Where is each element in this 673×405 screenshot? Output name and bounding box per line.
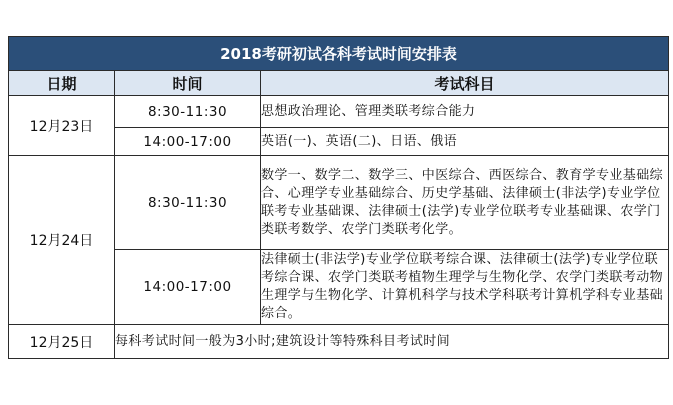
exam-schedule-table xyxy=(8,36,669,359)
time-cell: 8:30-11:30 xyxy=(115,156,261,250)
subject-cell: 英语(一)、英语(二)、日语、俄语 xyxy=(261,128,669,156)
date-cell: 12月24日 xyxy=(9,156,115,325)
table-row xyxy=(9,96,669,128)
table-title: 2018考研初试各科考试时间安排表 xyxy=(9,37,669,71)
date-cell: 12月23日 xyxy=(9,96,115,156)
table-title-row xyxy=(9,37,669,71)
time-cell: 14:00-17:00 xyxy=(115,128,261,156)
table-row xyxy=(9,156,669,250)
subject-cell: 每科考试时间一般为3小时;建筑设计等特殊科目考试时间 xyxy=(115,325,669,359)
table-row xyxy=(9,325,669,359)
column-header-subject: 考试科目 xyxy=(261,71,669,96)
subject-cell: 法律硕士(非法学)专业学位联考综合课、法律硕士(法学)专业学位联考综合课、农学门类联考植物生理学与生物化学、农学门类联考动物生理学与生物化学、计算机科学与技术学科联考计算机学科专业基础综合。 xyxy=(261,250,669,325)
time-cell: 8:30-11:30 xyxy=(115,96,261,128)
time-cell: 14:00-17:00 xyxy=(115,250,261,325)
subject-cell: 思想政治理论、管理类联考综合能力 xyxy=(261,96,669,128)
column-header-time: 时间 xyxy=(115,71,261,96)
date-cell: 12月25日 xyxy=(9,325,115,359)
table-header-row xyxy=(9,71,669,96)
subject-cell: 数学一、数学二、数学三、中医综合、西医综合、教育学专业基础综合、心理学专业基础综合、历史学基础、法律硕士(非法学)专业学位联考专业基础课、法律硕士(法学)专业学位联考专业基础课、农学门类联考数学、农学门类联考化学。 xyxy=(261,156,669,250)
column-header-date: 日期 xyxy=(9,71,115,96)
